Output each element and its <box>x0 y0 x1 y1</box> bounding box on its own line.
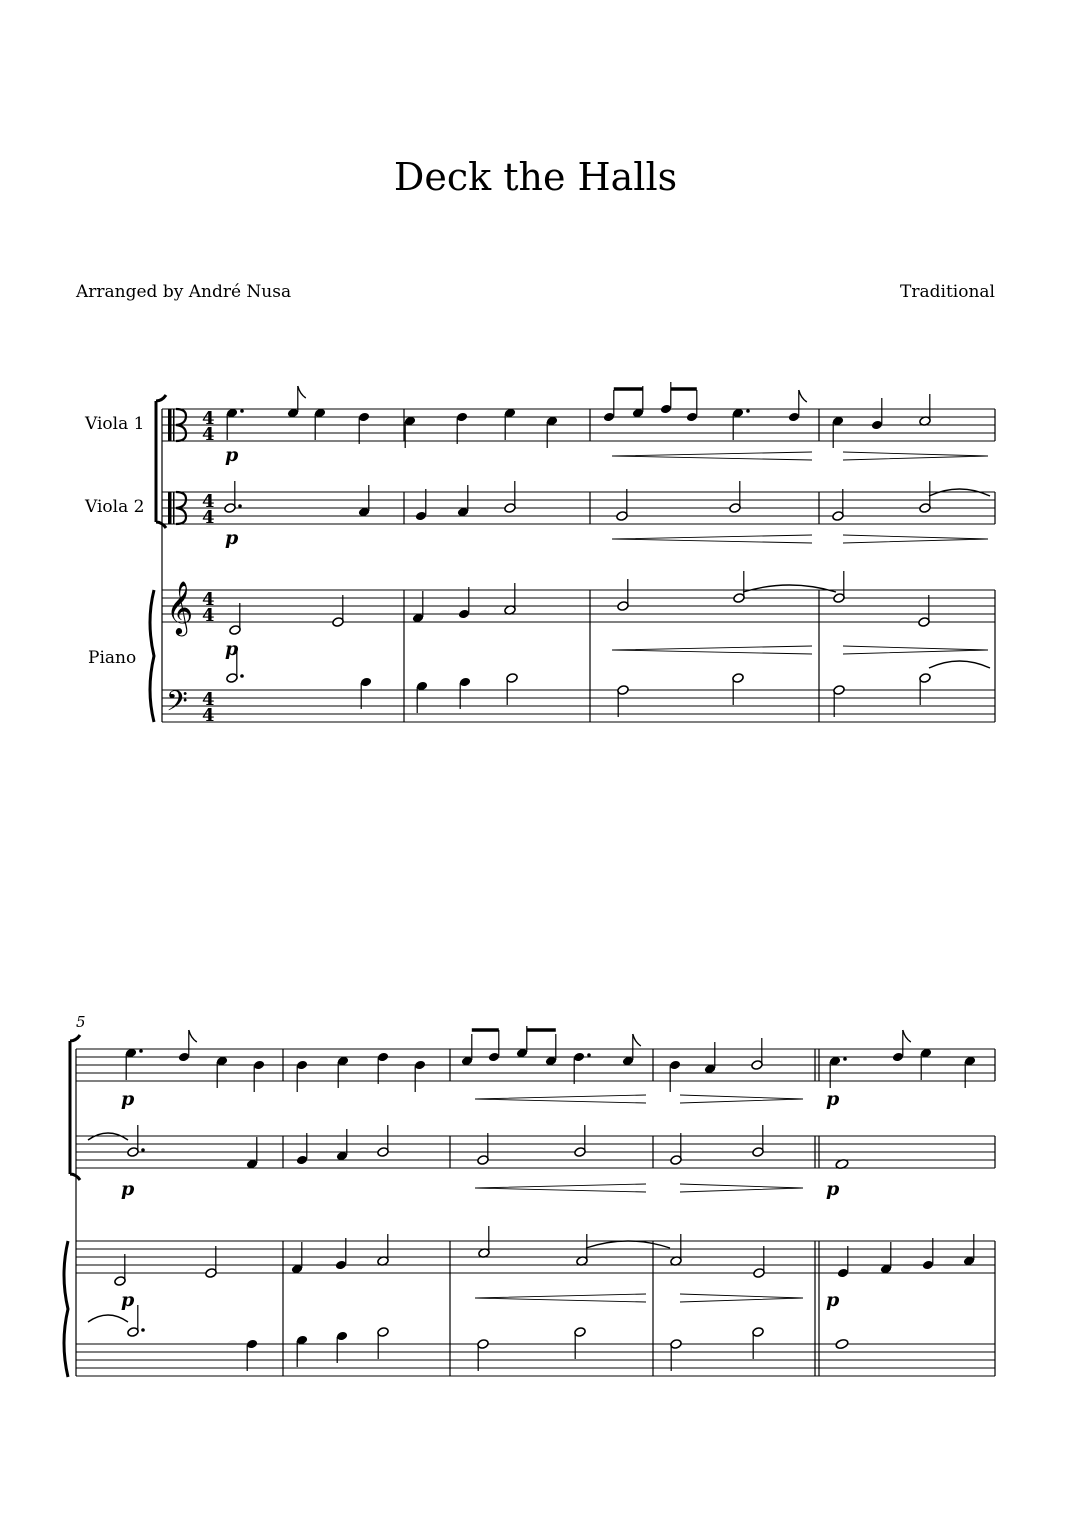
dynamic-marking: p <box>225 527 239 549</box>
alto-clef-icon <box>173 409 175 441</box>
tie <box>929 661 990 668</box>
decrescendo-hairpin <box>680 1095 803 1103</box>
time-signature-denominator: 4 <box>202 605 215 626</box>
note-flag <box>189 1030 197 1042</box>
dynamic-marking: p <box>826 1289 840 1311</box>
dynamic-marking: p <box>121 1178 135 1200</box>
note-flag <box>799 390 807 402</box>
dynamic-marking: p <box>826 1178 840 1200</box>
crescendo-hairpin <box>612 535 812 543</box>
alto-clef-icon <box>173 492 175 524</box>
tie <box>586 1241 670 1248</box>
time-signature-denominator: 4 <box>202 507 215 528</box>
note-flag <box>298 386 306 398</box>
tie <box>743 585 836 592</box>
note-dot <box>240 674 244 678</box>
decrescendo-hairpin <box>680 1184 803 1192</box>
note-flag <box>903 1030 911 1042</box>
tie <box>88 1315 128 1322</box>
time-signature-denominator: 4 <box>202 705 215 726</box>
note-dot <box>240 409 244 413</box>
crescendo-hairpin <box>612 452 812 460</box>
crescendo-hairpin <box>475 1294 646 1302</box>
note-dot <box>843 1057 847 1061</box>
crescendo-hairpin <box>475 1095 646 1103</box>
piano-brace <box>64 1241 68 1377</box>
note-head <box>835 1338 849 1349</box>
note-dot <box>141 1328 145 1332</box>
alto-clef-icon <box>168 492 172 524</box>
time-signature-numerator: 4 <box>202 408 215 429</box>
alto-clef-icon <box>168 409 172 441</box>
note-dot <box>139 1049 143 1053</box>
crescendo-hairpin <box>475 1184 646 1192</box>
decrescendo-hairpin <box>843 452 988 460</box>
measure-number: 5 <box>76 1013 86 1031</box>
arranger-credit: Arranged by André Nusa <box>76 282 292 302</box>
decrescendo-hairpin <box>680 1294 803 1302</box>
time-signature-numerator: 4 <box>202 491 215 512</box>
instrument-label-viola-1: Viola 1 <box>85 414 145 434</box>
note-dot <box>238 504 242 508</box>
time-signature-numerator: 4 <box>202 689 215 710</box>
dynamic-marking: p <box>225 638 239 660</box>
decrescendo-hairpin <box>843 535 988 543</box>
treble-clef-icon: 𝄞 <box>166 580 194 634</box>
bass-clef-icon: 𝄢 <box>166 685 188 725</box>
time-signature-denominator: 4 <box>202 424 215 445</box>
dynamic-marking: p <box>225 444 239 466</box>
score-title: Deck the Halls <box>393 155 678 199</box>
note-dot <box>746 409 750 413</box>
instrument-label-viola-2: Viola 2 <box>85 497 145 517</box>
instrument-label-piano: Piano <box>88 648 137 668</box>
composer-credit: Traditional <box>900 282 995 302</box>
note-dot <box>141 1148 145 1152</box>
dynamic-marking: p <box>121 1088 135 1110</box>
note-flag <box>633 1034 641 1046</box>
dynamic-marking: p <box>826 1088 840 1110</box>
dynamic-marking: p <box>121 1289 135 1311</box>
note-dot <box>587 1053 591 1057</box>
decrescendo-hairpin <box>843 646 988 654</box>
time-signature-numerator: 4 <box>202 589 215 610</box>
piano-brace <box>150 590 154 722</box>
crescendo-hairpin <box>612 646 812 654</box>
